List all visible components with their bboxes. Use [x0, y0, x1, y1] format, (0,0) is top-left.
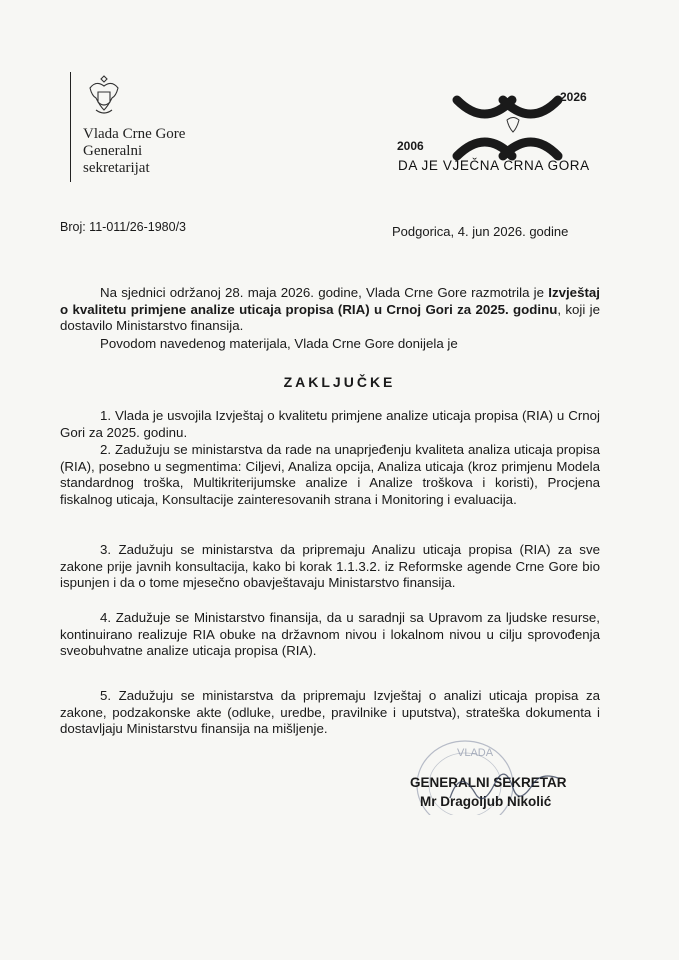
conclusion-item: 2. Zadužuju se ministarstva da rade na unaprjeđenju kvaliteta analiza uticaja propisa (RIA), posebno u segmentima: Ciljevi, Analiza opcija, Analiza uticaja (kroz primjenu Modela standardnog troška, Multikriterijumske analize i Analize troškova i koristi), Procjena fiskalnog uticaja, Konsultacije zainteresovanih strana i Monitoring i evaluacija.	[60, 442, 600, 507]
intro-text-2: Povodom navedenog materijala, Vlada Crne Gore donijela je	[100, 336, 458, 351]
header-divider	[70, 72, 71, 182]
conclusion-item: 4. Zadužuje se Ministarstvo finansija, da u saradnji sa Upravom za ljudske resurse, kontinuirano realizuje RIA obuke na državnom nivou i lokalnom nivou u cilju sprovođenja sveobuhvatne analize uticaja propisa (RIA).	[60, 610, 600, 658]
intro-decision-line	[60, 336, 600, 353]
jubilee-year-start: 2006	[397, 139, 424, 153]
intro-paragraph	[60, 285, 600, 335]
jubilee-year-end: 2026	[560, 90, 587, 104]
intro-text-a: Na sjednici održanoj 28. maja 2026. godine, Vlada Crne Gore razmotrila je	[100, 285, 549, 300]
org-line-1: Vlada Crne Gore	[83, 126, 186, 142]
org-line-3: sekretarijat	[83, 160, 150, 176]
organization-name	[83, 126, 185, 177]
conclusion-item: 1. Vlada je usvojila Izvještaj o kvalitetu primjene analize uticaja propisa (RIA) u Crnoj Gori za 2025. godinu.	[60, 408, 600, 440]
signatory-title: GENERALNI SEKRETAR	[410, 775, 567, 790]
document-date: Podgorica, 4. jun 2026. godine	[392, 224, 569, 239]
document-number: Broj: 11-011/26-1980/3	[60, 220, 187, 234]
coat-of-arms-icon	[82, 72, 126, 120]
stamp-text: VLADA	[457, 747, 494, 759]
jubilee-slogan: DA JE VJEČNA CRNA GORA	[398, 158, 590, 173]
signatory-name: Mr Dragoljub Nikolić	[420, 794, 552, 809]
report-title: Izvještaj o kvalitetu primjene analize uticaja propisa (RIA) u Crnoj Gori za 2025. godinu	[60, 285, 600, 317]
conclusions-heading: ZAKLJUČKE	[283, 374, 396, 390]
intro-text-b: , koji je dostavilo Ministarstvo finansija.	[60, 301, 600, 333]
org-line-2: Generalni	[83, 143, 143, 159]
conclusion-item: 5. Zadužuju se ministarstva da pripremaju Izvještaj o analizi uticaja propisa za zakone, podzakonske akte (odluke, uredbe, pravilnike i uputstva), strateška dokumenta i dostavljaju Ministarstvu finansija na mišljenje.	[60, 688, 600, 736]
handwritten-signature	[440, 758, 570, 818]
conclusion-item: 3. Zadužuju se ministarstva da pripremaju Analizu uticaja propisa (RIA) za sve zakone prije javnih konsultacija, kako bi korak 1.1.3.2. iz Reformske agende Crne Gore bio ispunjen i da o tome mjesečno obavještavaju Ministarstvo finansija.	[60, 542, 600, 590]
